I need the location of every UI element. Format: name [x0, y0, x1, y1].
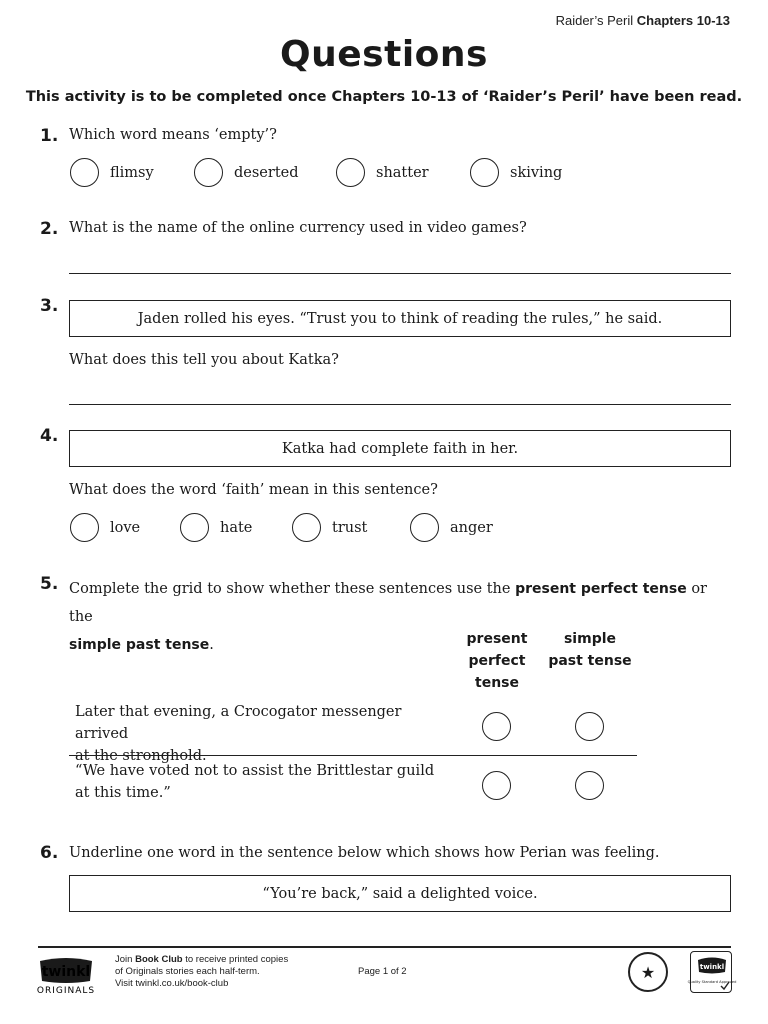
footer-text-line: of Originals stories each half-term.: [115, 966, 260, 977]
sentence-line: at this time.”: [75, 785, 171, 801]
grid-header-simple-past: [545, 628, 635, 672]
book-club-link[interactable]: Book Club: [135, 954, 183, 965]
q5-text-part: or the: [69, 581, 707, 625]
question-3-text: What does this tell you about Katka?: [69, 352, 339, 368]
question-6-number: 6.: [40, 843, 59, 863]
grid-row-2-sentence: [75, 760, 455, 804]
q3-answer-line[interactable]: [69, 404, 731, 405]
radio-button[interactable]: [470, 158, 499, 187]
header-line: simple: [563, 631, 617, 647]
question-1-text: Which word means ‘empty’?: [69, 127, 277, 143]
q4-option-2[interactable]: [180, 513, 252, 542]
option-label: flimsy: [110, 164, 154, 181]
badge-word: twinkl: [699, 963, 725, 971]
row-1-present-perfect-radio[interactable]: [482, 712, 511, 741]
grid-divider: [69, 755, 637, 756]
q1-option-4[interactable]: [470, 158, 562, 187]
quality-badge-icon: [687, 952, 737, 994]
question-5-number: 5.: [40, 574, 59, 594]
q1-option-3[interactable]: [336, 158, 429, 187]
q3-quote-text: Jaden rolled his eyes. “Trust you to think of reading the rules,” he said.: [137, 310, 663, 327]
header-line: past tense: [548, 653, 632, 669]
question-2-text: What is the name of the online currency used in video games?: [69, 220, 527, 236]
option-label: love: [110, 519, 141, 536]
radio-button[interactable]: [194, 158, 223, 187]
chapters-label: Chapters 10-13: [636, 13, 730, 28]
question-4-text: What does the word ‘faith’ mean in this sentence?: [69, 482, 438, 498]
q3-quote-box: [69, 300, 731, 337]
option-label: shatter: [376, 164, 429, 181]
badge-caption: Quality Standard Approved: [687, 980, 737, 984]
radio-button[interactable]: [336, 158, 365, 187]
q6-quote-box: [69, 875, 731, 912]
page-title: Questions: [280, 34, 488, 75]
q4-quote-box: [69, 430, 731, 467]
book-club-url[interactable]: Visit twinkl.co.uk/book-club: [115, 978, 229, 989]
logo-sub: ORIGINALS: [36, 986, 96, 996]
book-club-info: [115, 954, 288, 990]
row-1-simple-past-radio[interactable]: [575, 712, 604, 741]
q5-bold-term: present perfect tense: [515, 581, 687, 597]
intro-text: This activity is to be completed once Chapters 10-13 of ‘Raider’s Peril’ have been read.: [25, 89, 743, 105]
q5-text-part: .: [209, 637, 214, 653]
q4-quote-text: Katka had complete faith in her.: [281, 440, 519, 457]
grid-header-present-perfect: [455, 628, 539, 694]
q1-option-2[interactable]: [194, 158, 299, 187]
twinkl-logo-icon: [36, 955, 96, 995]
sentence-line: Later that evening, a Crocogator messenger arrived: [75, 704, 402, 742]
star-icon: ★: [628, 952, 668, 992]
q6-quote-text[interactable]: “You’re back,” said a delighted voice.: [262, 885, 538, 902]
q4-option-3[interactable]: [292, 513, 367, 542]
footer-rule: [38, 946, 731, 948]
option-label: hate: [220, 519, 253, 536]
logo-word: twinkl: [41, 964, 91, 980]
sentence-line: “We have voted not to assist the Brittlestar guild: [75, 763, 435, 779]
radio-button[interactable]: [180, 513, 209, 542]
question-3-number: 3.: [40, 296, 59, 316]
header-line: perfect: [468, 653, 526, 669]
book-title: Raider’s Peril: [555, 13, 634, 28]
q1-option-1[interactable]: [70, 158, 154, 187]
q5-text-part: Complete the grid to show whether these sentences use the: [69, 581, 516, 597]
question-4-number: 4.: [40, 426, 59, 446]
radio-button[interactable]: [70, 158, 99, 187]
row-2-present-perfect-radio[interactable]: [482, 771, 511, 800]
footer-text-part: to receive printed copies: [182, 954, 289, 965]
option-label: skiving: [510, 164, 563, 181]
q5-bold-term: simple past tense: [69, 637, 210, 653]
header-line: present: [466, 631, 528, 647]
radio-button[interactable]: [70, 513, 99, 542]
radio-button[interactable]: [292, 513, 321, 542]
row-2-simple-past-radio[interactable]: [575, 771, 604, 800]
header-reference: [556, 13, 730, 28]
q2-answer-line[interactable]: [69, 273, 731, 274]
option-label: deserted: [234, 164, 299, 181]
question-6-text: Underline one word in the sentence below which shows how Perian was feeling.: [69, 845, 660, 861]
option-label: anger: [450, 519, 493, 536]
footer-text-part: Join: [115, 954, 136, 965]
grid-row-1-sentence: [75, 701, 455, 767]
question-2-number: 2.: [40, 219, 59, 239]
q4-option-4[interactable]: [410, 513, 493, 542]
header-line: tense: [475, 675, 519, 691]
option-label: trust: [332, 519, 368, 536]
sentence-line: at the stronghold.: [75, 748, 207, 764]
question-1-number: 1.: [40, 126, 59, 146]
page-number: Page 1 of 2: [358, 966, 407, 977]
quality-standard-badge: [687, 951, 737, 993]
q4-option-1[interactable]: [70, 513, 140, 542]
twinkl-originals-logo: [36, 955, 96, 995]
radio-button[interactable]: [410, 513, 439, 542]
